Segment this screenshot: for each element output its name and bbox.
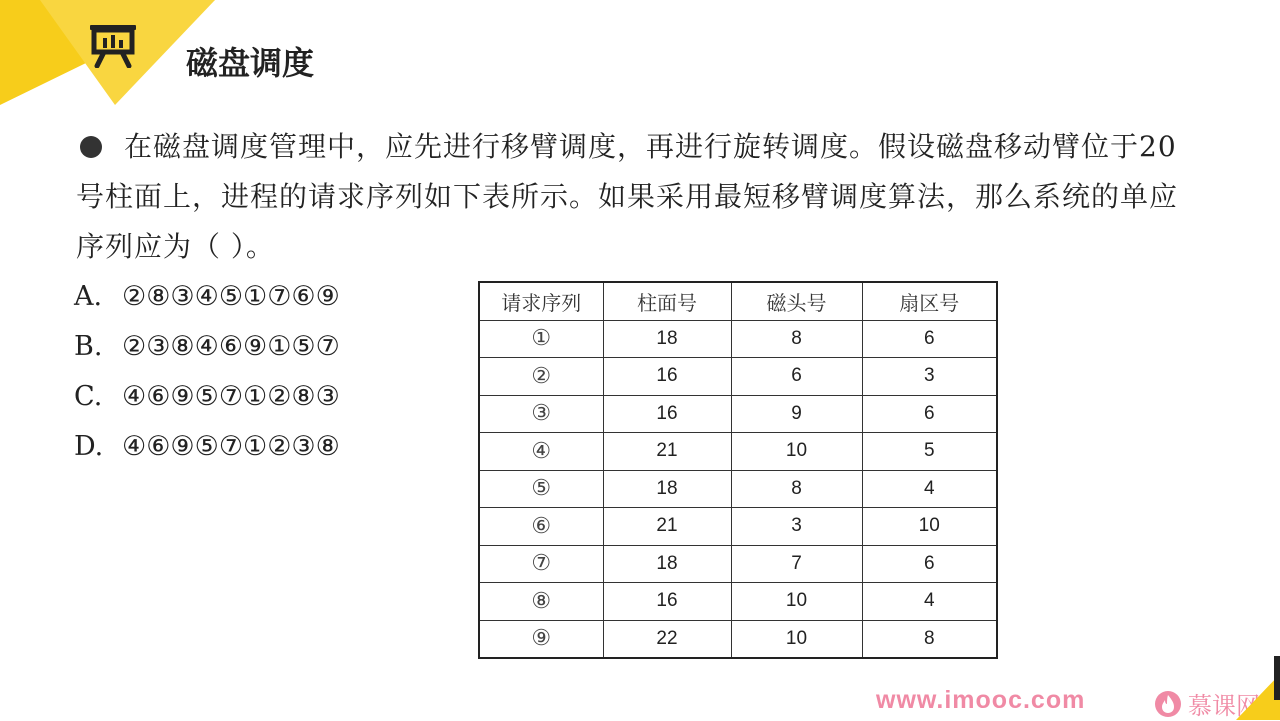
cell-head: 10 [731,583,862,621]
table-row [479,508,997,546]
cell-cylinder: 21 [603,508,731,546]
brand-name: 慕课网 [1188,692,1260,720]
option-c [74,372,340,422]
cell-sequence: ⑨ [479,620,603,658]
option-value: ②③⑧④⑥⑨①⑤⑦ [122,331,340,362]
cell-cylinder: 22 [603,620,731,658]
table-row [479,433,997,471]
cell-sequence: ⑦ [479,545,603,583]
presentation-board-icon [88,22,138,68]
edge-bar [1274,656,1280,700]
cell-sequence: ⑥ [479,508,603,546]
option-letter: A. [74,281,103,312]
cell-cylinder: 18 [603,545,731,583]
cell-cylinder: 16 [603,395,731,433]
cell-head: 7 [731,545,862,583]
cell-cylinder: 16 [603,358,731,396]
cell-sequence: ① [479,320,603,358]
cell-sector: 10 [862,508,997,546]
table-row [479,395,997,433]
cell-sector: 3 [862,358,997,396]
header-cylinder: 柱面号 [603,282,731,320]
cell-sector: 4 [862,583,997,621]
option-d [74,422,340,472]
cell-cylinder: 16 [603,583,731,621]
cell-cylinder: 18 [603,470,731,508]
question-text: 在磁盘调度管理中，应先进行移臂调度，再进行旋转调度。假设磁盘移动臂位于20号柱面上，进程的请求序列如下表所示。如果采用最短移臂调度算法，那么系统的单应序列应为（ ）。 [76,130,1179,263]
cell-sequence: ③ [479,395,603,433]
option-value: ④⑥⑨⑤⑦①②⑧③ [122,381,340,412]
cell-head: 8 [731,470,862,508]
table-row [479,583,997,621]
cell-sequence: ⑤ [479,470,603,508]
table-row [479,470,997,508]
bullet-icon [80,136,102,158]
table-row [479,320,997,358]
cell-head: 10 [731,620,862,658]
cell-head: 8 [731,320,862,358]
cell-cylinder: 21 [603,433,731,471]
header-request-sequence: 请求序列 [479,282,603,320]
table-row [479,620,997,658]
option-b [74,322,340,372]
cell-head: 6 [731,358,862,396]
table-row [479,358,997,396]
cell-sector: 4 [862,470,997,508]
question-text-block [76,122,1196,272]
cell-head: 10 [731,433,862,471]
cell-sector: 8 [862,620,997,658]
cell-sequence: ⑧ [479,583,603,621]
request-table [478,281,998,659]
cell-sector: 6 [862,320,997,358]
cell-sector: 6 [862,395,997,433]
table-row [479,545,997,583]
option-letter: B. [74,331,103,362]
option-letter: D. [74,431,104,462]
cell-sequence: ② [479,358,603,396]
cell-sequence: ④ [479,433,603,471]
header-head: 磁头号 [731,282,862,320]
table-header-row [479,282,997,320]
cell-cylinder: 18 [603,320,731,358]
header-sector: 扇区号 [862,282,997,320]
cell-head: 3 [731,508,862,546]
option-value: ②⑧③④⑤①⑦⑥⑨ [122,281,340,312]
flame-logo-icon [1154,690,1182,718]
cell-head: 9 [731,395,862,433]
cell-sector: 5 [862,433,997,471]
watermark-url: www.imooc.com [876,686,1086,714]
answer-options [74,272,340,472]
option-a [74,272,340,322]
cell-sector: 6 [862,545,997,583]
option-value: ④⑥⑨⑤⑦①②③⑧ [122,431,340,462]
option-letter: C. [74,381,103,412]
page-title: 磁盘调度 [186,44,315,82]
